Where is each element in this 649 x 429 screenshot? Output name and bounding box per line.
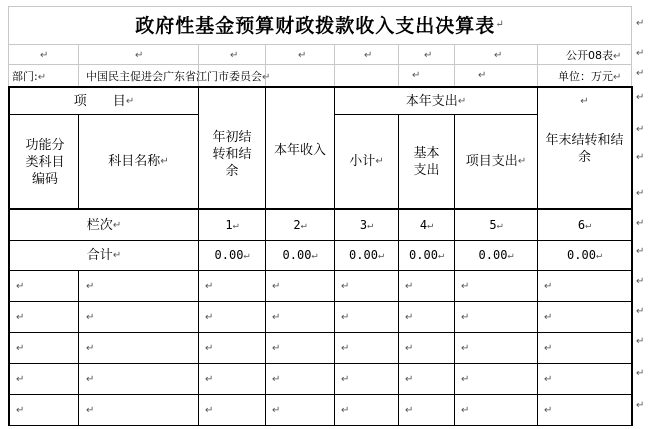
paragraph-mark-icon: ↵ <box>205 343 214 354</box>
paragraph-mark-icon: ↵ <box>86 312 95 323</box>
paragraph-mark-icon: ↵ <box>205 312 214 323</box>
paragraph-mark-icon: ↵ <box>636 124 645 135</box>
row-index-value: 4 ↵ <box>419 217 434 232</box>
paragraph-mark-icon: ↵ <box>494 50 503 61</box>
header-item: 项 目 ↵ <box>73 93 135 109</box>
paragraph-mark-icon: ↵ <box>424 50 433 61</box>
header-end-balance: 年末结转和结余 <box>545 133 624 165</box>
paragraph-mark-icon: ↵ <box>341 312 350 323</box>
paragraph-mark-icon: ↵ <box>86 374 95 385</box>
header-current-income: 本年收入 <box>273 142 326 158</box>
row-total-label: 合计 ↵ <box>86 248 122 263</box>
paragraph-mark-icon: ↵ <box>580 95 589 107</box>
paragraph-mark-icon: ↵ <box>272 374 281 385</box>
department-name: 中国民主促进会广东省江门市委员会↵ <box>86 70 271 83</box>
row-index-label: 栏次 ↵ <box>86 217 122 233</box>
paragraph-mark-icon: ↵ <box>412 70 421 81</box>
header-subtotal: 小计 ↵ <box>349 154 384 169</box>
row-total-value: 0.00 ↵ <box>282 248 318 262</box>
row-total-value: 0.00 ↵ <box>214 248 250 262</box>
paragraph-mark-icon: ↵ <box>16 405 25 416</box>
paragraph-mark-icon: ↵ <box>205 281 214 292</box>
paragraph-mark-icon: ↵ <box>636 152 645 163</box>
paragraph-mark-icon: ↵ <box>636 276 645 287</box>
header-subject-name: 科目名称 ↵ <box>108 153 169 169</box>
paragraph-mark-icon: ↵ <box>16 374 25 385</box>
paragraph-mark-icon: ↵ <box>86 343 95 354</box>
row-total-value: 0.00 ↵ <box>567 248 602 262</box>
row-total-value: 0.00 ↵ <box>478 248 514 262</box>
paragraph-mark-icon: ↵ <box>16 281 25 292</box>
paragraph-mark-icon: ↵ <box>272 343 281 354</box>
paragraph-mark-icon: ↵ <box>341 405 350 416</box>
row-index-value: 6 ↵ <box>577 217 592 232</box>
paragraph-mark-icon: ↵ <box>478 70 487 81</box>
paragraph-mark-icon: ↵ <box>544 405 553 416</box>
paragraph-mark-icon: ↵ <box>405 405 414 416</box>
paragraph-mark-icon: ↵ <box>405 343 414 354</box>
paragraph-mark-icon: ↵ <box>636 92 645 103</box>
paragraph-mark-icon: ↵ <box>636 68 645 79</box>
paragraph-mark-icon: ↵ <box>86 405 95 416</box>
paragraph-mark-icon: ↵ <box>636 336 645 347</box>
paragraph-mark-icon: ↵ <box>341 374 350 385</box>
paragraph-mark-icon: ↵ <box>40 50 49 61</box>
paragraph-mark-icon: ↵ <box>272 312 281 323</box>
paragraph-mark-icon: ↵ <box>544 312 553 323</box>
paragraph-mark-icon: ↵ <box>544 374 553 385</box>
header-current-year-expense: 本年支出 ↵ <box>405 93 467 109</box>
paragraph-mark-icon: ↵ <box>298 50 307 61</box>
paragraph-mark-icon: ↵ <box>341 343 350 354</box>
paragraph-mark-icon: ↵ <box>636 400 645 411</box>
paragraph-mark-icon: ↵ <box>16 343 25 354</box>
row-total-value: 0.00 ↵ <box>349 248 384 262</box>
row-index-value: 5 ↵ <box>489 217 503 232</box>
title-text: 政府性基金预算财政拨款收入支出决算表 <box>135 14 496 37</box>
header-project-expense: 项目支出 ↵ <box>465 154 527 169</box>
header-func-code: 功能分类科目编码 <box>25 137 65 187</box>
paragraph-mark-icon: ↵ <box>230 50 239 61</box>
row-index-value: 2 ↵ <box>293 217 307 232</box>
paragraph-mark-icon: ↵ <box>636 18 645 29</box>
paragraph-mark-icon: ↵ <box>272 405 281 416</box>
paragraph-mark-icon: ↵ <box>272 281 281 292</box>
paragraph-mark-icon: ↵ <box>544 343 553 354</box>
paragraph-mark-icon: ↵ <box>405 374 414 385</box>
paragraph-mark-icon: ↵ <box>205 374 214 385</box>
form-code: 公开08表↵ <box>566 49 622 62</box>
paragraph-mark-icon: ↵ <box>461 343 470 354</box>
paragraph-mark-icon: ↵ <box>636 306 645 317</box>
paragraph-mark-icon: ↵ <box>636 368 645 379</box>
header-basic-expense: 基本支出 <box>413 145 440 178</box>
paragraph-mark-icon: ↵ <box>16 312 25 323</box>
paragraph-mark-icon: ↵ <box>135 50 144 61</box>
paragraph-mark-icon: ↵ <box>341 281 350 292</box>
paragraph-mark-icon: ↵ <box>86 281 95 292</box>
paragraph-mark-icon: ↵ <box>636 48 645 59</box>
row-total-value: 0.00 ↵ <box>409 248 444 262</box>
paragraph-mark-icon: ↵ <box>405 312 414 323</box>
paragraph-mark-icon: ↵ <box>205 405 214 416</box>
paragraph-mark-icon: ↵ <box>636 246 645 257</box>
row-index-value: 3 ↵ <box>359 217 374 232</box>
header-begin-balance: 年初结转和结余 <box>212 129 252 179</box>
paragraph-mark-icon: ↵ <box>461 312 470 323</box>
paragraph-mark-icon: ↵ <box>636 188 645 199</box>
paragraph-mark-icon: ↵ <box>636 218 645 229</box>
paragraph-mark-icon: ↵ <box>544 281 553 292</box>
department-label: 部门:↵ <box>12 70 47 83</box>
paragraph-mark-icon: ↵ <box>461 374 470 385</box>
page-title <box>8 6 632 42</box>
unit-label: 单位：万元↵ <box>558 70 622 83</box>
paragraph-mark-icon: ↵ <box>405 281 414 292</box>
row-index-value: 1 ↵ <box>225 217 239 232</box>
paragraph-mark-icon: ↵ <box>461 281 470 292</box>
paragraph-mark-icon: ↵ <box>364 50 373 61</box>
paragraph-mark-icon: ↵ <box>495 18 505 30</box>
paragraph-mark-icon: ↵ <box>461 405 470 416</box>
